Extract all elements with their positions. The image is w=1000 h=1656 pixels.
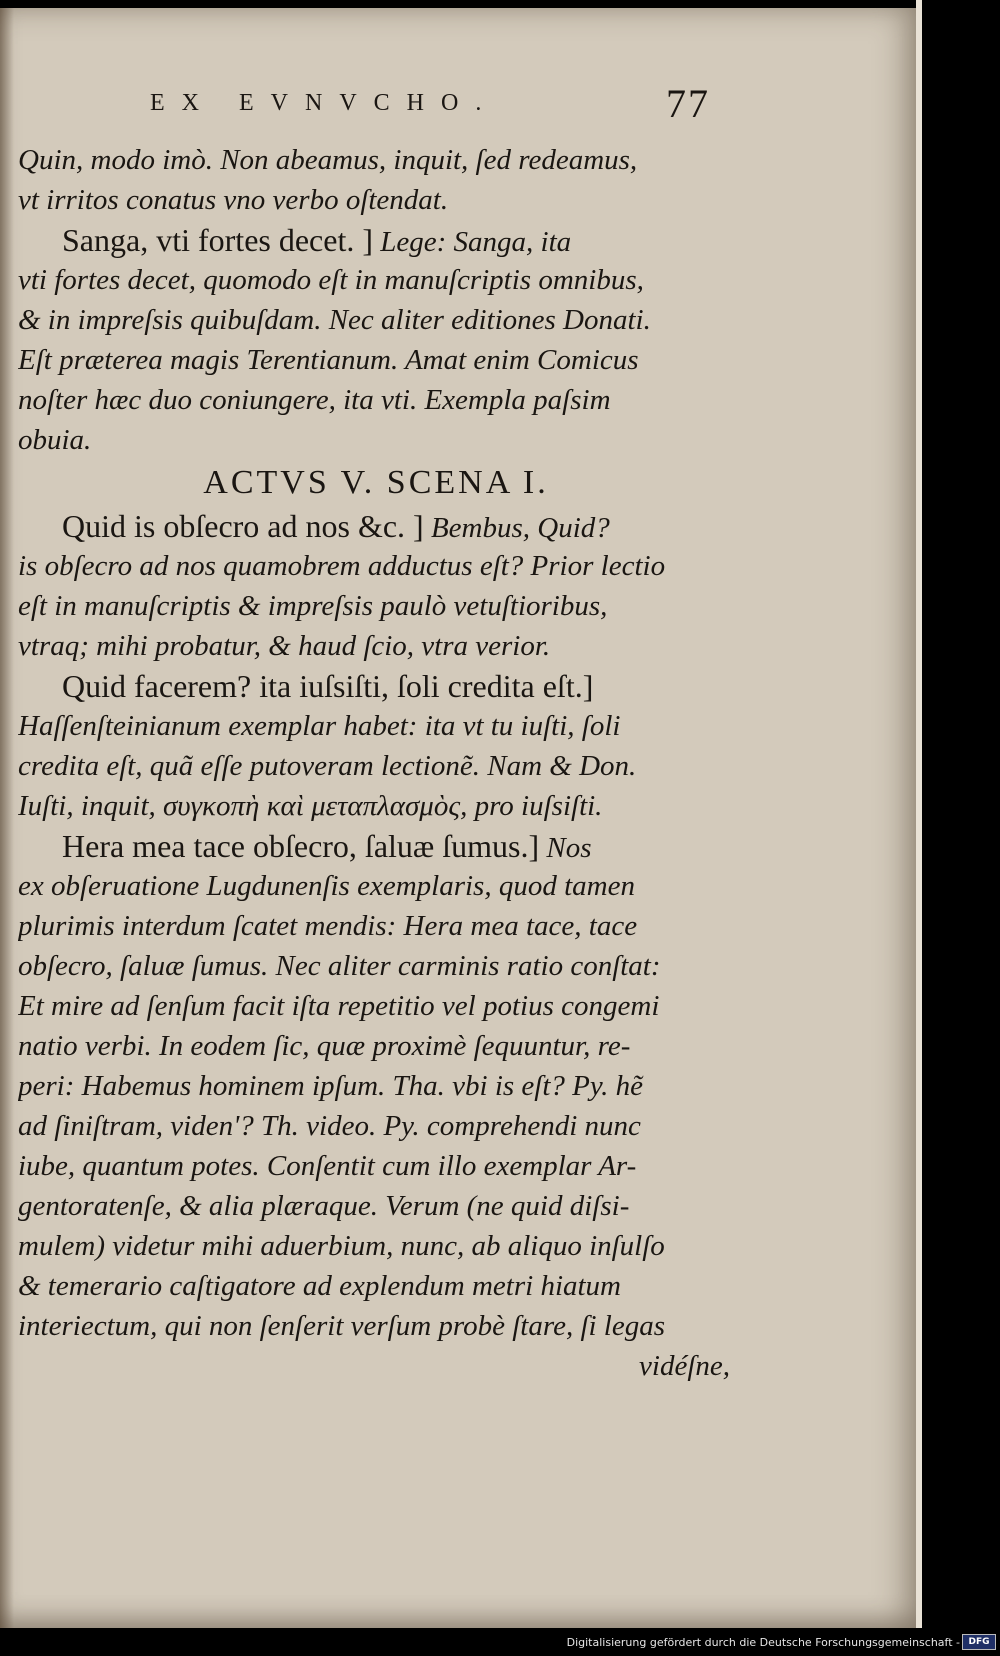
spine-shadow xyxy=(0,8,14,1628)
page-edge xyxy=(916,0,922,1640)
lemma-quote: Quid is obſecro ad nos &c. ] xyxy=(62,508,424,544)
text-line xyxy=(18,1186,734,1226)
line-text: Et mire ad ſenſum facit iſta repetitio vel potius congemi xyxy=(18,990,660,1022)
text-line xyxy=(18,420,734,460)
page-header xyxy=(150,81,710,128)
line-text: peri: Habemus hominem ipſum. Tha. vbi is eſt? Py. hẽ xyxy=(18,1070,644,1102)
text-line xyxy=(18,906,734,946)
line-text: eſt in manuſcriptis & impreſsis paulò vetuſtioribus, xyxy=(18,590,608,622)
scene-heading: ACTVS V. SCENA I. xyxy=(203,464,549,501)
catchword: vidéſne, xyxy=(639,1350,730,1382)
text-body xyxy=(18,140,734,1386)
text-line xyxy=(18,666,734,706)
line-text: plurimis interdum ſcatet mendis: Hera mea tace, tace xyxy=(18,910,638,942)
line-text: & in impreſsis quibuſdam. Nec aliter editiones Donati. xyxy=(18,304,651,336)
text-line xyxy=(18,1106,734,1146)
line-text: ex obſeruatione Lugdunenſis exemplaris, quod tamen xyxy=(18,870,635,902)
text-line xyxy=(18,1226,734,1266)
text-line xyxy=(18,380,734,420)
line-text: obuia. xyxy=(18,424,92,456)
text-line xyxy=(18,1266,734,1306)
text-line xyxy=(18,340,734,380)
line-text: ad ſiniſtram, viden'? Th. video. Py. comprehendi nunc xyxy=(18,1110,641,1142)
text-line xyxy=(18,546,734,586)
text-line xyxy=(18,220,734,260)
text-line xyxy=(18,300,734,340)
text-line xyxy=(18,586,734,626)
line-text: iube, quantum potes. Conſentit cum illo exemplar Ar- xyxy=(18,1150,637,1182)
line-text: Haſſenſteinianum exemplar habet: ita vt tu iuſti, ſoli xyxy=(18,710,621,742)
text-line xyxy=(18,180,734,220)
lemma-quote: Sanga, vti fortes decet. ] xyxy=(62,222,373,258)
text-line xyxy=(18,786,734,826)
footer-credit: Digitalisierung gefördert durch die Deutsche Forschungsgemeinschaft - xyxy=(566,1636,960,1649)
line-text: is obſecro ad nos quamobrem adductus eſt? Prior lectio xyxy=(18,550,666,582)
lemma-quote: Hera mea tace obſecro, ſaluæ ſumus.] xyxy=(62,828,540,864)
line-text: vti fortes decet, quomodo eſt in manuſcriptis omnibus, xyxy=(18,264,644,296)
line-text: gentoratenſe, & alia plæraque. Verum (ne quid diſsi- xyxy=(18,1190,630,1222)
text-line xyxy=(18,1306,734,1346)
lemma-quote: Quid facerem? ita iuſsiſti, ſoli credita eſt.] xyxy=(62,668,594,704)
line-text: & temerario caſtigatore ad explendum metri hiatum xyxy=(18,1270,621,1302)
text-line xyxy=(18,1146,734,1186)
line-text: vtraq; mihi probatur, & haud ſcio, vtra verior. xyxy=(18,630,551,662)
line-text: obſecro, ſaluæ ſumus. Nec aliter carminis ratio conſtat: xyxy=(18,950,661,982)
line-text: mulem) videtur mihi aduerbium, nunc, ab aliquo inſulſo xyxy=(18,1230,665,1262)
text-line xyxy=(18,260,734,300)
line-text: noſter hæc duo coniungere, ita vti. Exempla paſsim xyxy=(18,384,611,416)
text-line xyxy=(18,1066,734,1106)
line-text: interiectum, qui non ſenſerit verſum probè ſtare, ſi legas xyxy=(18,1310,666,1342)
digitization-footer xyxy=(0,1628,1000,1656)
text-line xyxy=(18,746,734,786)
running-title: EX EVNVCHO. xyxy=(150,90,499,116)
text-line xyxy=(18,506,734,546)
line-text: Quin, modo imò. Non abeamus, inquit, ſed redeamus, xyxy=(18,144,638,176)
text-line xyxy=(18,626,734,666)
text-line xyxy=(18,946,734,986)
text-line xyxy=(18,1026,734,1066)
text-line xyxy=(18,866,734,906)
text-line xyxy=(18,826,734,866)
line-text: Nos xyxy=(539,832,592,864)
text-line xyxy=(18,986,734,1026)
page-number: 77 xyxy=(666,81,710,126)
line-text: Eſt præterea magis Terentianum. Amat enim Comicus xyxy=(18,344,639,376)
line-text: Bembus, Quid? xyxy=(423,512,610,544)
line-text: Iuſti, inquit, συγκοπὴ καὶ μεταπλασμὸς, pro iuſsiſti. xyxy=(18,790,603,822)
line-text: vt irritos conatus vno verbo oſtendat. xyxy=(18,184,449,216)
text-line xyxy=(18,140,734,180)
line-text: Lege: Sanga, ita xyxy=(373,226,572,258)
text-line xyxy=(18,706,734,746)
line-text: natio verbi. In eodem ſic, quæ proximè ſequuntur, re- xyxy=(18,1030,631,1062)
dfg-logo: DFG xyxy=(962,1634,996,1650)
line-text: credita eſt, quã eſſe putoveram lectionẽ. Nam & Don. xyxy=(18,750,637,782)
